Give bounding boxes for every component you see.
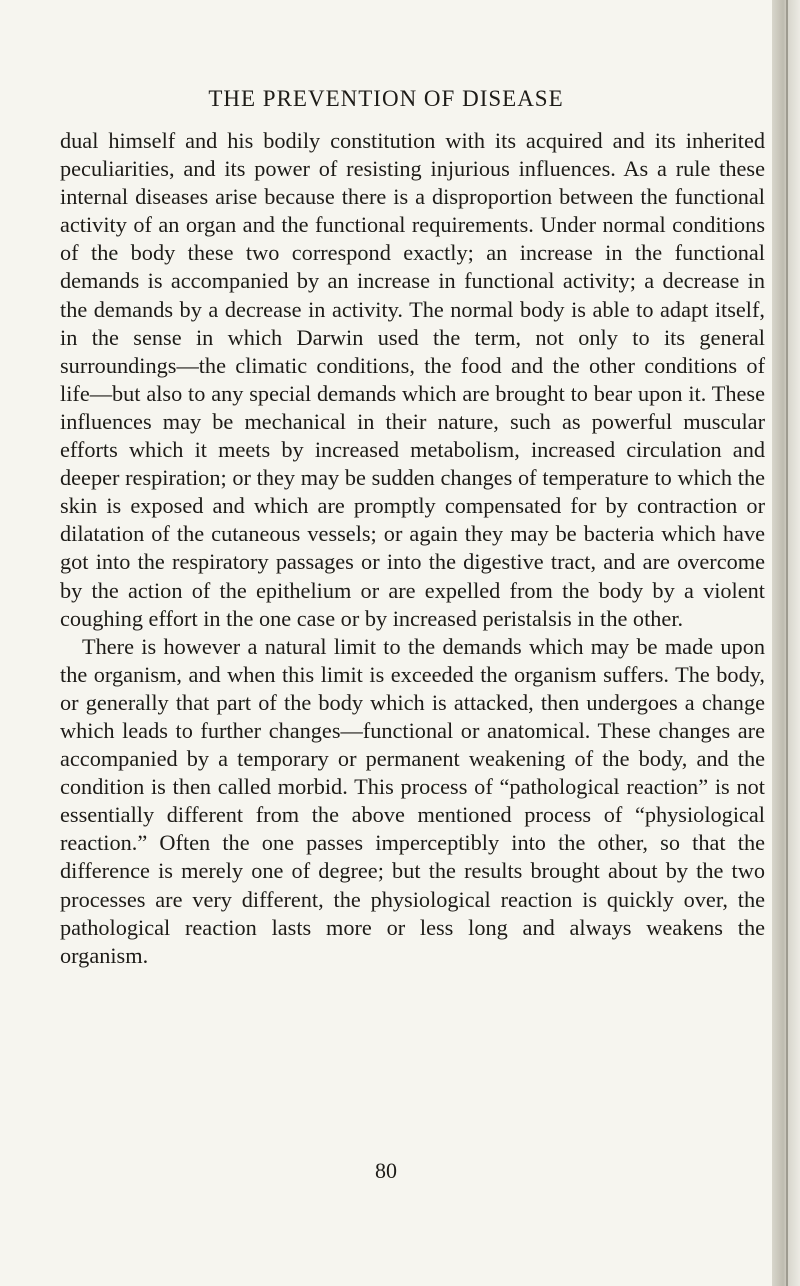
paragraph: There is however a natural limit to the demands which may be made upon the organism, and when this limit is exceeded the organism suffers. The body, or generally that part of the body which is attacked, then undergoes a change which leads to further changes—functional or anatomical. These changes are accompanied by a temporary or permanent weakening of the body, and the condition is then called morbid. This process of “pathological reaction” is not essentially different from the above mentioned process of “physiological reaction.” Often the one passes imperceptibly into the other, so that the difference is merely one of degree; but the results brought about by the two processes are very different, the physiological reaction is quickly over, the pathological reaction lasts more or less long and always weakens the organism. [60,633,765,968]
page-edge-line [786,0,788,1286]
body-text [60,127,765,970]
page-number: 80 [375,1158,397,1183]
running-head: THE PREVENTION OF DISEASE [208,86,564,111]
paragraph-continued: dual himself and his bodily constitution with its acquired and its inherited peculiarities, and its power of resisting injurious influences. As a rule these internal diseases arise because there is a disproportion between the functional activity of an organ and the functional requirements. Under normal conditions of the body these two correspond exactly; an increase in the functional demands is accompanied by an increase in functional activity; a decrease in the demands by a decrease in activity. The normal body is able to adapt itself, in the sense in which Darwin used the term, not only to its general surroundings—the climatic conditions, the food and the other conditions of life—but also to any special demands which are brought to bear upon it. These influences may be mechanical in their nature, such as powerful muscular efforts which it meets by increased metabolism, increased circulation and deeper respiration; or they may be sudden changes of temperature to which the skin is exposed and which are promptly compensated for by contraction or dilatation of the cutaneous vessels; or again they may be bacteria which have got into the respiratory passages or into the digestive tract, and are overcome by the action of the epithelium or are expelled from the body by a violent coughing effort in the one case or by increased peristalsis in the other. [60,128,765,631]
